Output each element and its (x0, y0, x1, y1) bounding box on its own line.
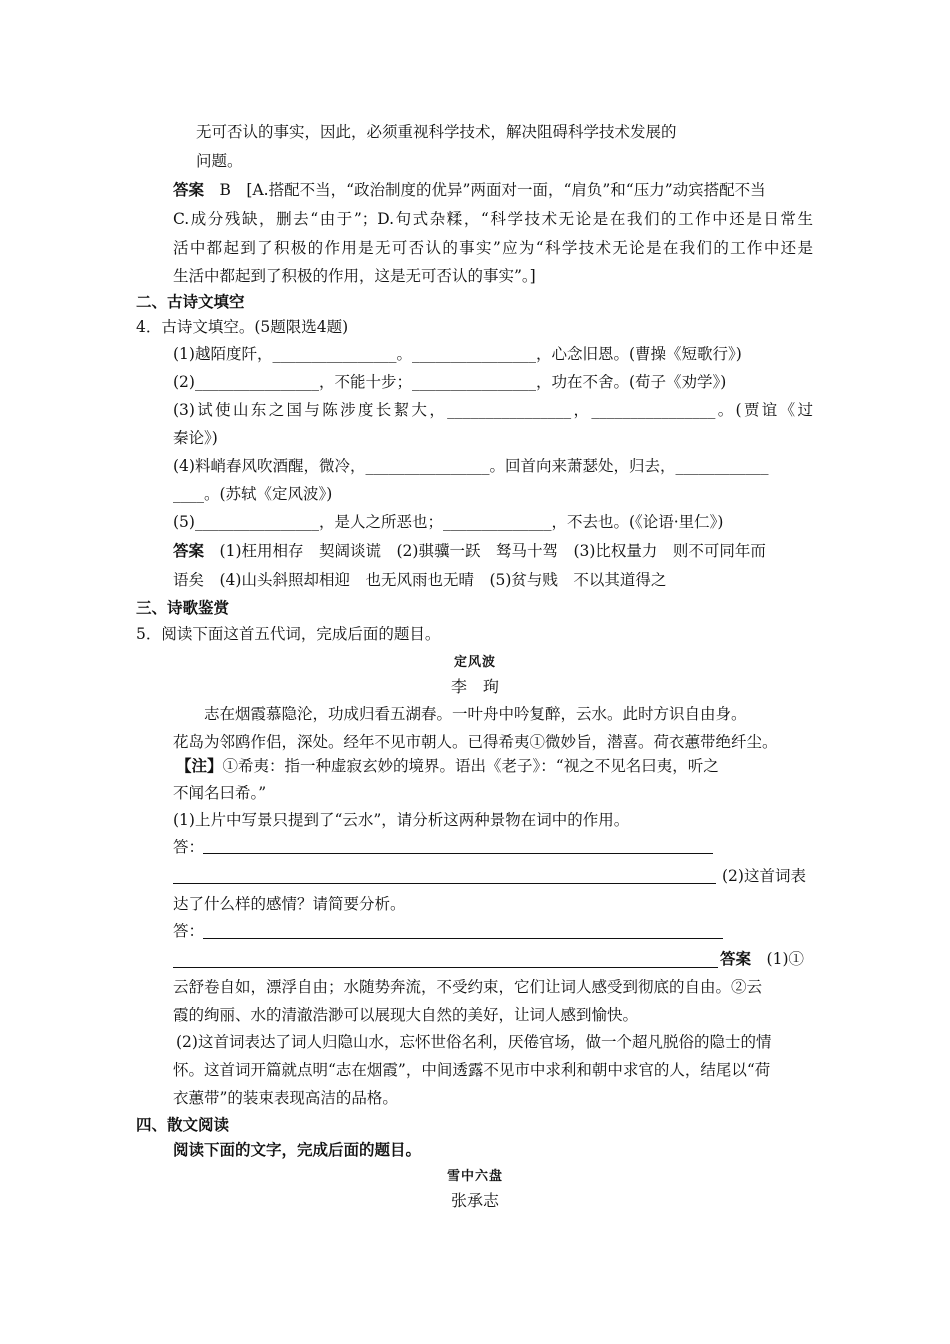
answer-prefix: 答： (173, 922, 205, 940)
answer-blank-line[interactable] (203, 938, 723, 939)
fill-blank-item-cont: 秦论》) (173, 429, 218, 447)
essay-title: 雪中六盘 (446, 1169, 503, 1184)
section3-answer-line: 衣蕙带”的装束表现高洁的品格。 (173, 1089, 398, 1107)
q3-text-line: 无可否认的事实，因此，必须重视科学技术，解决阻碍科学技术发展的 (196, 123, 677, 141)
poem-note (176, 755, 813, 777)
section3-answer-line: (2)这首词表达了词人归隐山水，忘怀世俗名利，厌倦官场，做一个超凡脱俗的隐士的情 (176, 1033, 772, 1051)
answer-blank-line[interactable] (173, 883, 716, 884)
fill-blank-item: (2)________________，不能十步；________________，功在不舍。(荀子《劝学》) (173, 373, 727, 391)
answer-label: 答案 (173, 180, 205, 199)
note-text: ①希夷：指一种虚寂玄妙的境界。语出《老子》：“视之不见名曰夷，听之 (222, 757, 719, 775)
question-stem: 4．古诗文填空。(5题限选4题) (136, 318, 349, 336)
answer-label: 答案 (173, 541, 205, 560)
answer-blank-line[interactable] (203, 853, 713, 854)
answer-blank-line[interactable] (173, 967, 718, 968)
section-heading: 三、诗歌鉴赏 (136, 598, 230, 617)
section-instruction: 阅读下面的文字，完成后面的题目。 (173, 1140, 422, 1159)
q3-answer-line: 生活中都起到了积极的作用，这是无可否认的事实”。] (173, 267, 536, 285)
answer-text: (1)① (766, 950, 804, 968)
section3-answer-line: 霞的绚丽、水的清澈浩渺可以展现大自然的美好，让词人感到愉快。 (173, 1006, 639, 1024)
essay-author: 张承志 (450, 1191, 499, 1210)
fill-blank-item: (3)试使山东之国与陈涉度长絜大，________________，________________。(贾谊《过 (173, 401, 813, 419)
q3-answer-row (173, 179, 766, 201)
sub-question: (2)这首词表 (722, 867, 806, 885)
question-stem: 5．阅读下面这首五代词，完成后面的题目。 (136, 625, 441, 643)
section2-answer-line: 语矣 (4)山头斜照却相迎 也无风雨也无晴 (5)贫与贱 不以其道得之 (173, 571, 667, 589)
sub-question: (1)上片中写景只提到了“云水”，请分析这两种景物在词中的作用。 (173, 811, 630, 829)
fill-blank-item: (4)料峭春风吹酒醒，微冷，________________。回首向来萧瑟处，归去，____________ (173, 457, 769, 475)
section-heading: 二、古诗文填空 (136, 292, 245, 311)
answer-text: (1)枉用相存 契阔谈谎 (2)骐骥一跃 驽马十驾 (3)比权量力 则不可同年而 (219, 542, 766, 560)
answer-label: 答案 (720, 949, 752, 968)
section2-answer-row (173, 540, 813, 562)
fill-blank-item-cont: ____。(苏轼《定风波》) (173, 485, 333, 503)
sub-question-cont: 达了什么样的感情？请简要分析。 (173, 895, 406, 913)
poem-title: 定风波 (453, 655, 496, 670)
poem-line: 花岛为邻鸥作侣，深处。经年不见市朝人。已得希夷①微妙旨，潜喜。荷衣蕙带绝纤尘。 (173, 733, 778, 751)
q3-answer-line: 活中都起到了积极的作用是无可否认的事实”应为“科学技术无论是在我们的工作中还是 (173, 239, 813, 257)
answer-prefix: 答： (173, 838, 205, 856)
q3-text-line: 问题。 (196, 152, 243, 170)
section3-answer-line: 怀。这首词开篇就点明“志在烟霞”，中间透露不见市中求利和朝中求官的人，结尾以“荷 (173, 1061, 771, 1079)
q3-answer-line: C.成分残缺，删去“由于”；D.句式杂糅，“科学技术无论是在我们的工作中还是日常生 (173, 210, 813, 228)
poem-line: 志在烟霞慕隐沦，功成归看五湖春。一叶舟中吟复醉，云水。此时方识自由身。 (204, 705, 747, 723)
fill-blank-item: (1)越陌度阡，________________。________________，心念旧恩。(曹操《短歌行》) (173, 345, 742, 363)
poem-author: 李 珣 (450, 677, 499, 696)
note-label: 【注】 (176, 756, 223, 775)
section3-answer-line: 云舒卷自如，漂浮自由；水随势奔流，不受约束，它们让词人感受到彻底的自由。②云 (173, 978, 763, 996)
fill-blank-item: (5)________________，是人之所恶也；______________，不去也。(《论语·里仁》) (173, 513, 724, 531)
section-heading: 四、散文阅读 (136, 1115, 230, 1134)
answer-text: B [A.搭配不当，“政治制度的优异”两面对一面，“肩负”和“压力”动宾搭配不当 (219, 181, 766, 199)
section3-answer-start (720, 948, 804, 970)
poem-note-cont: 不闻名曰希。” (173, 784, 267, 802)
